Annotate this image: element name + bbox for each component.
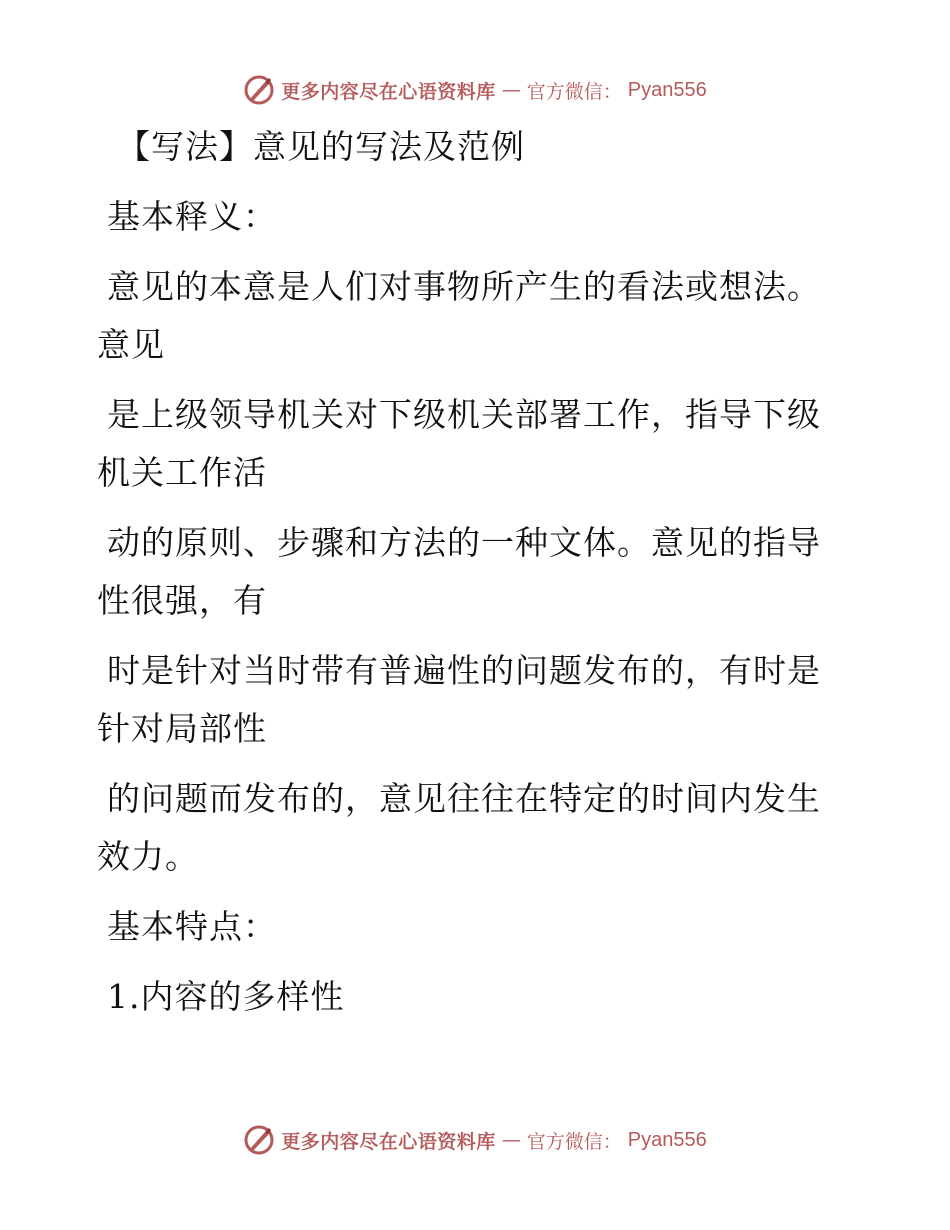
- watermark-official-label: 官方微信：: [526, 80, 622, 103]
- header-watermark: [0, 70, 950, 110]
- watermark-wechat-id: Pyan556: [627, 1128, 707, 1151]
- watermark-site-text: 更多内容尽在心语资料库: [281, 80, 496, 103]
- document-title: 【写法】意见的写法及范例: [117, 127, 525, 166]
- paragraph-line: 针对局部性: [97, 709, 267, 748]
- paragraph-line: 动的原则、步骤和方法的一种文体。意见的指导: [107, 523, 821, 562]
- paragraph-line: 性很强，有: [97, 581, 267, 620]
- watermark-official-label: 官方微信：: [526, 1130, 622, 1153]
- paragraph-line: 时是针对当时带有普遍性的问题发布的，有时是: [107, 651, 821, 690]
- paragraph-line: 意见的本意是人们对事物所产生的看法或想法。: [107, 267, 821, 306]
- list-item: 1.内容的多样性: [107, 977, 345, 1016]
- watermark-wechat-id: Pyan556: [627, 78, 707, 101]
- pen-logo-icon: [243, 1124, 275, 1156]
- section-heading-basic-features: 基本特点：: [107, 907, 277, 946]
- document-body: [97, 118, 842, 1026]
- watermark-site-text: 更多内容尽在心语资料库: [281, 1130, 496, 1153]
- paragraph-line: 的问题而发布的，意见往往在特定的时间内发生: [107, 779, 821, 818]
- section-heading-basic-definition: 基本释义：: [107, 197, 277, 236]
- paragraph-line: 效力。: [97, 837, 199, 876]
- watermark-dash: —: [501, 79, 521, 101]
- paragraph-line: 意见: [97, 325, 165, 364]
- footer-watermark: [0, 1120, 950, 1160]
- watermark-dash: —: [501, 1129, 521, 1151]
- pen-logo-icon: [243, 74, 275, 106]
- paragraph-line: 机关工作活: [97, 453, 267, 492]
- paragraph-line: 是上级领导机关对下级机关部署工作，指导下级: [107, 395, 821, 434]
